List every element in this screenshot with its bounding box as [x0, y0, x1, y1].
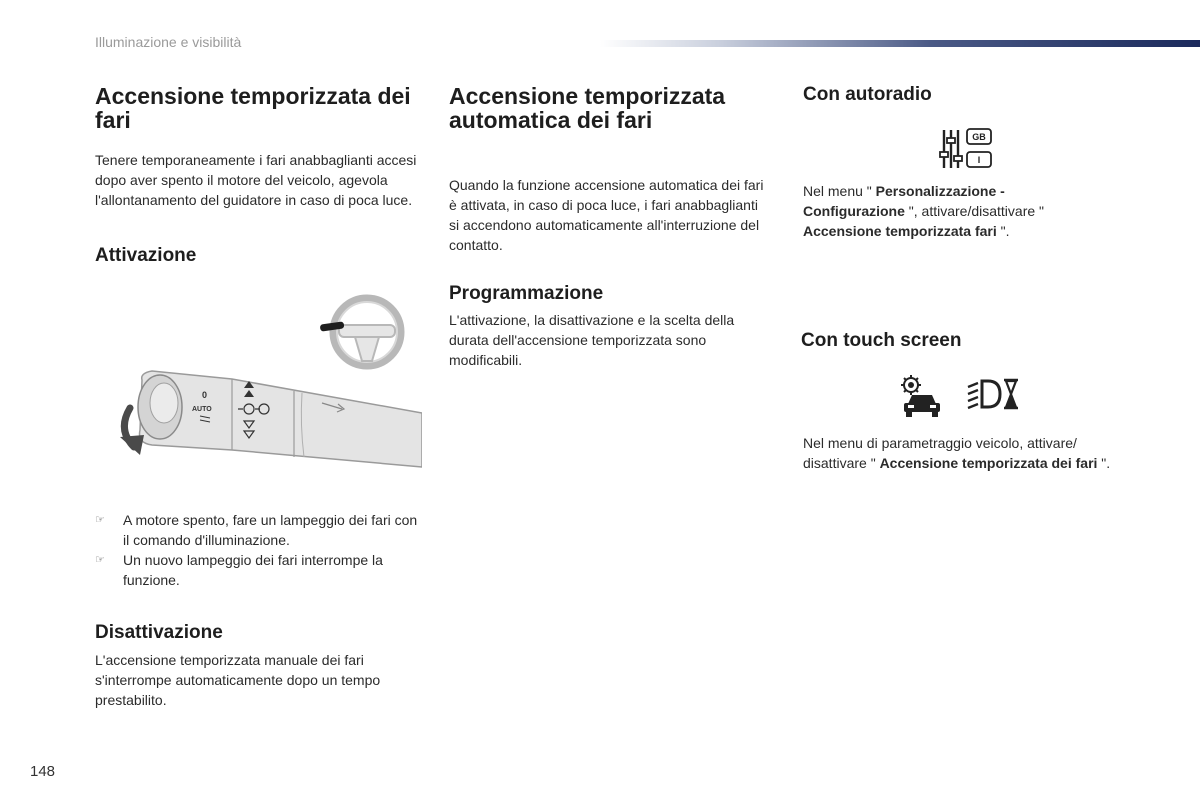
- pointing-hand-icon: ☞: [95, 514, 105, 526]
- touch-screen-text: Nel menu di parametraggio veicolo, attivare/ disattivare " Accensione temporizzata dei fari ".: [803, 435, 1111, 471]
- programming-heading: Programmazione: [449, 283, 604, 304]
- audio-settings-icon: [938, 126, 994, 172]
- autoradio-heading: Con autoradio: [803, 84, 932, 105]
- svg-text:I: I: [977, 155, 981, 165]
- autoradio-text: Nel menu " Personalizzazione - Configurazione ", attivare/disattivare " Accensione temporizzata fari ".: [803, 183, 1044, 239]
- headlamp-timer-icon: [966, 377, 1020, 413]
- list-item: ☞ Un nuovo lampeggio dei fari interrompe la funzione.: [95, 552, 383, 588]
- stalk-auto-label: AUTO: [192, 406, 212, 413]
- touch-screen-heading: Con touch screen: [801, 330, 962, 351]
- activation-heading: Attivazione: [95, 245, 197, 266]
- stalk-zero-label: 0: [202, 390, 208, 400]
- col1-title: Accensione temporizzata dei fari: [95, 83, 411, 133]
- activation-steps: [95, 510, 425, 590]
- programming-text: L'attivazione, la disattivazione e la scelta della durata dell'accensione temporizzata sono modificabili.: [449, 312, 735, 368]
- col2-intro: Quando la funzione accensione automatica dei fari è attivata, in caso di poca luce, i fari anabbaglianti si accendono automaticamente all'interruzione del contatto.: [449, 177, 764, 253]
- light-stalk-illustration: [112, 285, 422, 475]
- steering-wheel-icon: [320, 298, 401, 366]
- svg-text:GB: GB: [972, 132, 986, 142]
- car-settings-icon: [898, 374, 944, 418]
- deactivation-text: L'accensione temporizzata manuale dei fari s'interrompe automaticamente dopo un tempo prestabilito.: [95, 652, 381, 708]
- page-number: 148: [30, 763, 56, 780]
- col2-title: Accensione temporizzata automatica dei fari: [449, 83, 726, 133]
- pointing-hand-icon: ☞: [95, 554, 105, 566]
- list-item: ☞ A motore spento, fare un lampeggio dei fari con il comando d'illuminazione.: [95, 512, 418, 548]
- col1-intro: Tenere temporaneamente i fari anabbaglianti accesi dopo aver spento il motore del veicolo, agevola l'allontanamento del guidatore in caso di poca luce.: [95, 152, 417, 208]
- header-gradient-bar: [600, 40, 1200, 47]
- section-header: Illuminazione e visibilità: [95, 34, 242, 50]
- deactivation-heading: Disattivazione: [95, 622, 223, 643]
